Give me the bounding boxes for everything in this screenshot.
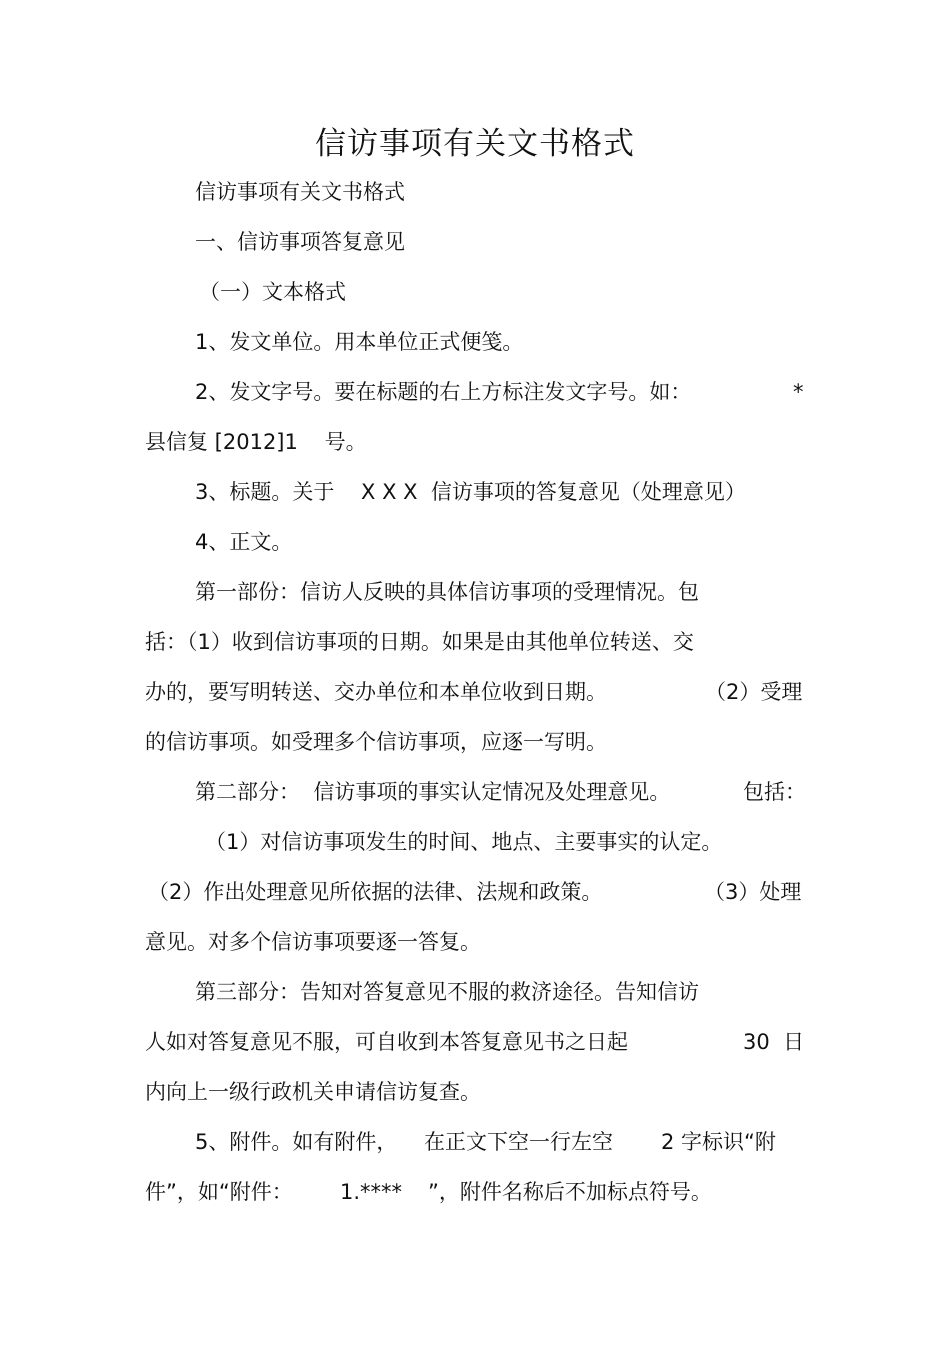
part-1-line-2: 括：（1）收到信访事项的日期。如果是由其他单位转送、交: [145, 630, 694, 654]
item-2-mark: *: [793, 380, 804, 404]
part-2-line-3: （2）作出处理意见所依据的法律、法规和政策。: [148, 880, 603, 904]
part-1-line-4: 的信访事项。如受理多个信访事项，应逐一写明。: [145, 730, 607, 754]
part-1-line-3: 办的，要写明转送、交办单位和本单位收到日期。: [145, 680, 607, 704]
subtitle: 信访事项有关文书格式: [195, 180, 405, 204]
part-2-line-2: （1）对信访事项发生的时间、地点、主要事实的认定。: [205, 830, 723, 854]
part-2-line-1-right: 包括：: [743, 780, 806, 804]
part-2-line-1: 第二部分： 信访事项的事实认定情况及处理意见。: [195, 780, 671, 804]
section-heading: 一、信访事项答复意见: [195, 230, 405, 254]
item-5-line-1-middle: 在正文下空一行左空: [424, 1130, 613, 1154]
part-1-line-1: 第一部份：信访人反映的具体信访事项的受理情况。包: [195, 580, 699, 604]
part-2-line-4: 意见。对多个信访事项要逐一答复。: [145, 930, 481, 954]
item-5-line-1: 5、附件。如有附件，: [195, 1130, 398, 1154]
item-5-line-1-right: 2 字标识“附: [661, 1130, 776, 1154]
item-5-line-2-middle: 1.****: [340, 1180, 403, 1204]
document-title: 信访事项有关文书格式: [315, 126, 635, 162]
part-3-line-1: 第三部分：告知对答复意见不服的救济途径。告知信访: [195, 980, 699, 1004]
part-3-line-2-right: 30 日: [743, 1030, 805, 1054]
item-5-line-2-right: ”，附件名称后不加标点符号。: [428, 1180, 712, 1204]
item-1: 1、发文单位。用本单位正式便笺。: [195, 330, 524, 354]
item-4: 4、正文。: [195, 530, 293, 554]
subsection-heading: （一）文本格式: [199, 280, 346, 304]
item-5-line-2: 件”，如“附件：: [145, 1180, 293, 1204]
part-3-line-2: 人如对答复意见不服，可自收到本答复意见书之日起: [145, 1030, 628, 1054]
part-3-line-3: 内向上一级行政机关申请信访复查。: [145, 1080, 481, 1104]
item-2: 2、发文字号。要在标题的右上方标注发文字号。如：: [195, 380, 692, 404]
part-1-line-3-right: （2）受理: [705, 680, 803, 704]
item-2-continued: 县信复 [2012]1 号。: [145, 430, 367, 454]
part-2-line-3-right: （3）处理: [704, 880, 802, 904]
item-3: 3、标题。关于 X X X 信访事项的答复意见（处理意见）: [195, 480, 746, 504]
